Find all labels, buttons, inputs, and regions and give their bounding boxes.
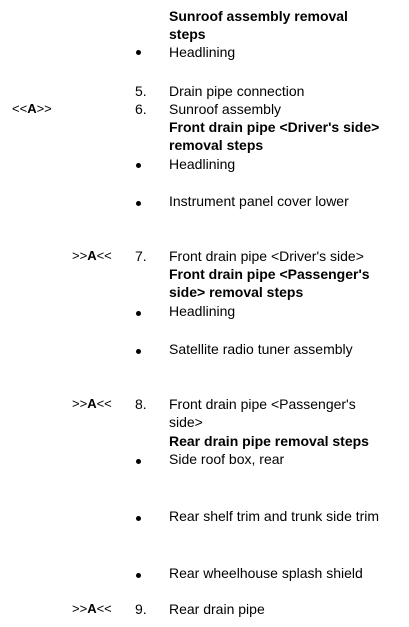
heading-front-driver-removal-line1: Front drain pipe <Driver's side> — [169, 119, 380, 135]
bullet-icon — [136, 459, 141, 464]
step-rear-drain-pipe: Rear drain pipe — [169, 601, 265, 617]
installation-mark-a: <<A>> — [12, 101, 52, 116]
heading-front-passenger-removal-line1: Front drain pipe <Passenger's — [169, 266, 370, 282]
list-item-headlining: Headlining — [169, 303, 236, 319]
step-number-6: 6. — [135, 101, 147, 117]
bullet-icon — [136, 201, 141, 206]
removal-mark-a: >>A<< — [72, 396, 112, 411]
list-item-side-roof-box-rear: Side roof box, rear — [169, 451, 285, 467]
list-item-instrument-panel-cover-lower: Instrument panel cover lower — [169, 193, 349, 209]
removal-mark-a: >>A<< — [72, 248, 112, 263]
heading-front-passenger-removal-line2: side> removal steps — [169, 284, 304, 300]
step-number-5: 5. — [135, 83, 147, 99]
step-number-7: 7. — [135, 248, 147, 264]
bullet-icon — [136, 573, 141, 578]
heading-front-driver-removal-line2: removal steps — [169, 137, 264, 153]
bullet-icon — [136, 349, 141, 354]
list-item-rear-wheelhouse-splash-shield: Rear wheelhouse splash shield — [169, 565, 363, 581]
step-number-9: 9. — [135, 601, 147, 617]
step-front-drain-pipe-passenger-line2: side> — [169, 414, 203, 430]
list-item-headlining: Headlining — [169, 156, 236, 172]
heading-sunroof-removal-line1: Sunroof assembly removal — [169, 8, 348, 24]
list-item-headlining: Headlining — [169, 44, 236, 60]
step-drain-pipe-connection: Drain pipe connection — [169, 83, 305, 99]
bullet-icon — [136, 50, 141, 55]
bullet-icon — [136, 163, 141, 168]
bullet-icon — [136, 311, 141, 316]
heading-sunroof-removal-line2: steps — [169, 26, 206, 42]
bullet-icon — [136, 516, 141, 521]
step-number-8: 8. — [135, 396, 147, 412]
step-front-drain-pipe-driver: Front drain pipe <Driver's side> — [169, 248, 364, 264]
list-item-rear-shelf-trim: Rear shelf trim and trunk side trim — [169, 508, 380, 524]
list-item-satellite-radio-tuner: Satellite radio tuner assembly — [169, 341, 353, 357]
step-sunroof-assembly: Sunroof assembly — [169, 101, 282, 117]
step-front-drain-pipe-passenger-line1: Front drain pipe <Passenger's — [169, 396, 356, 412]
heading-rear-removal: Rear drain pipe removal steps — [169, 433, 369, 449]
removal-mark-a: >>A<< — [72, 601, 112, 616]
